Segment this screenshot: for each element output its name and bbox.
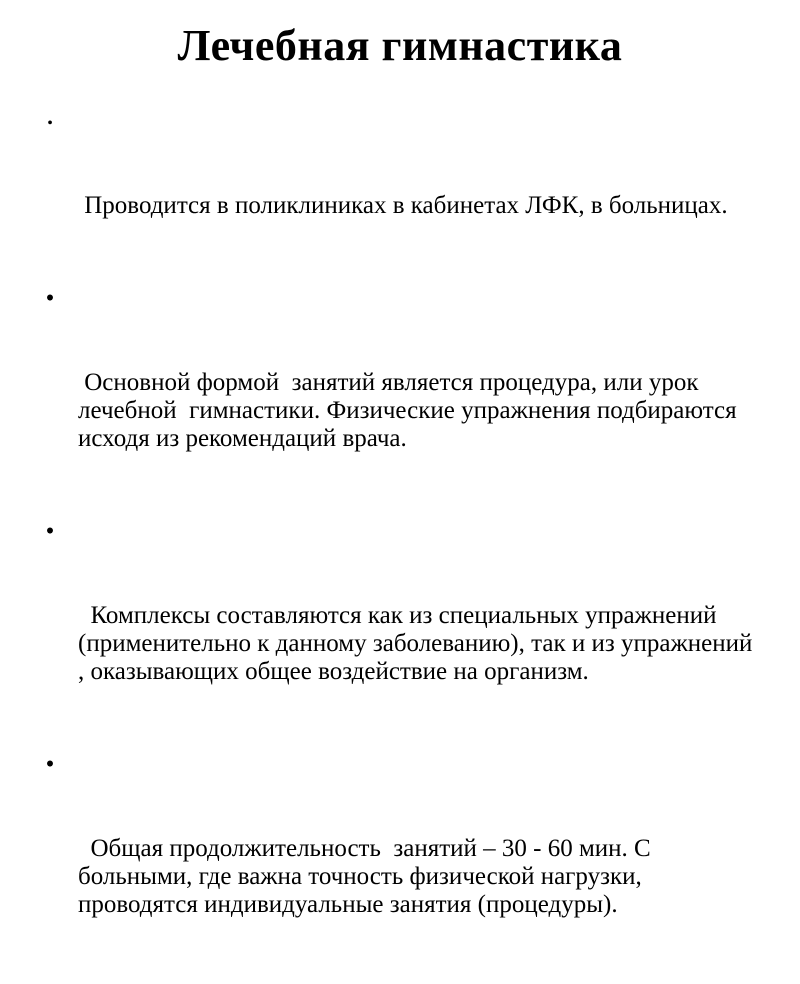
bullet-icon: • [45,285,55,312]
bullet-icon: • [45,518,55,545]
bullet-text: Проводится в поликлиниках в кабинетах ЛФК, в больницах. [78,192,728,219]
bullet-item [0,751,800,975]
bullet-text: Комплексы составляются как из специальных упражнений (применительно к данному заболеванию), так и из упражнений , оказывающих общее воздействие на организм. [78,602,759,685]
bullet-text: Общая продолжительность занятий – 30 - 60 мин. С больными, где важна точность физической нагрузки, проводятся индивидуальные занятия (процедуры). [78,835,657,918]
bullet-icon: • [45,751,55,778]
bullet-item [0,285,800,509]
bullet-item [0,518,800,742]
slide-title: Лечебная гимнастика [177,21,623,70]
bullet-list [0,108,800,984]
bullet-icon: • [47,115,53,132]
bullet-item [0,108,800,276]
bullet-text: Основной формой занятий является процедура, или урок лечебной гимнастики. Физические упражнения подбираются исходя из рекомендаций врача. [78,369,743,452]
